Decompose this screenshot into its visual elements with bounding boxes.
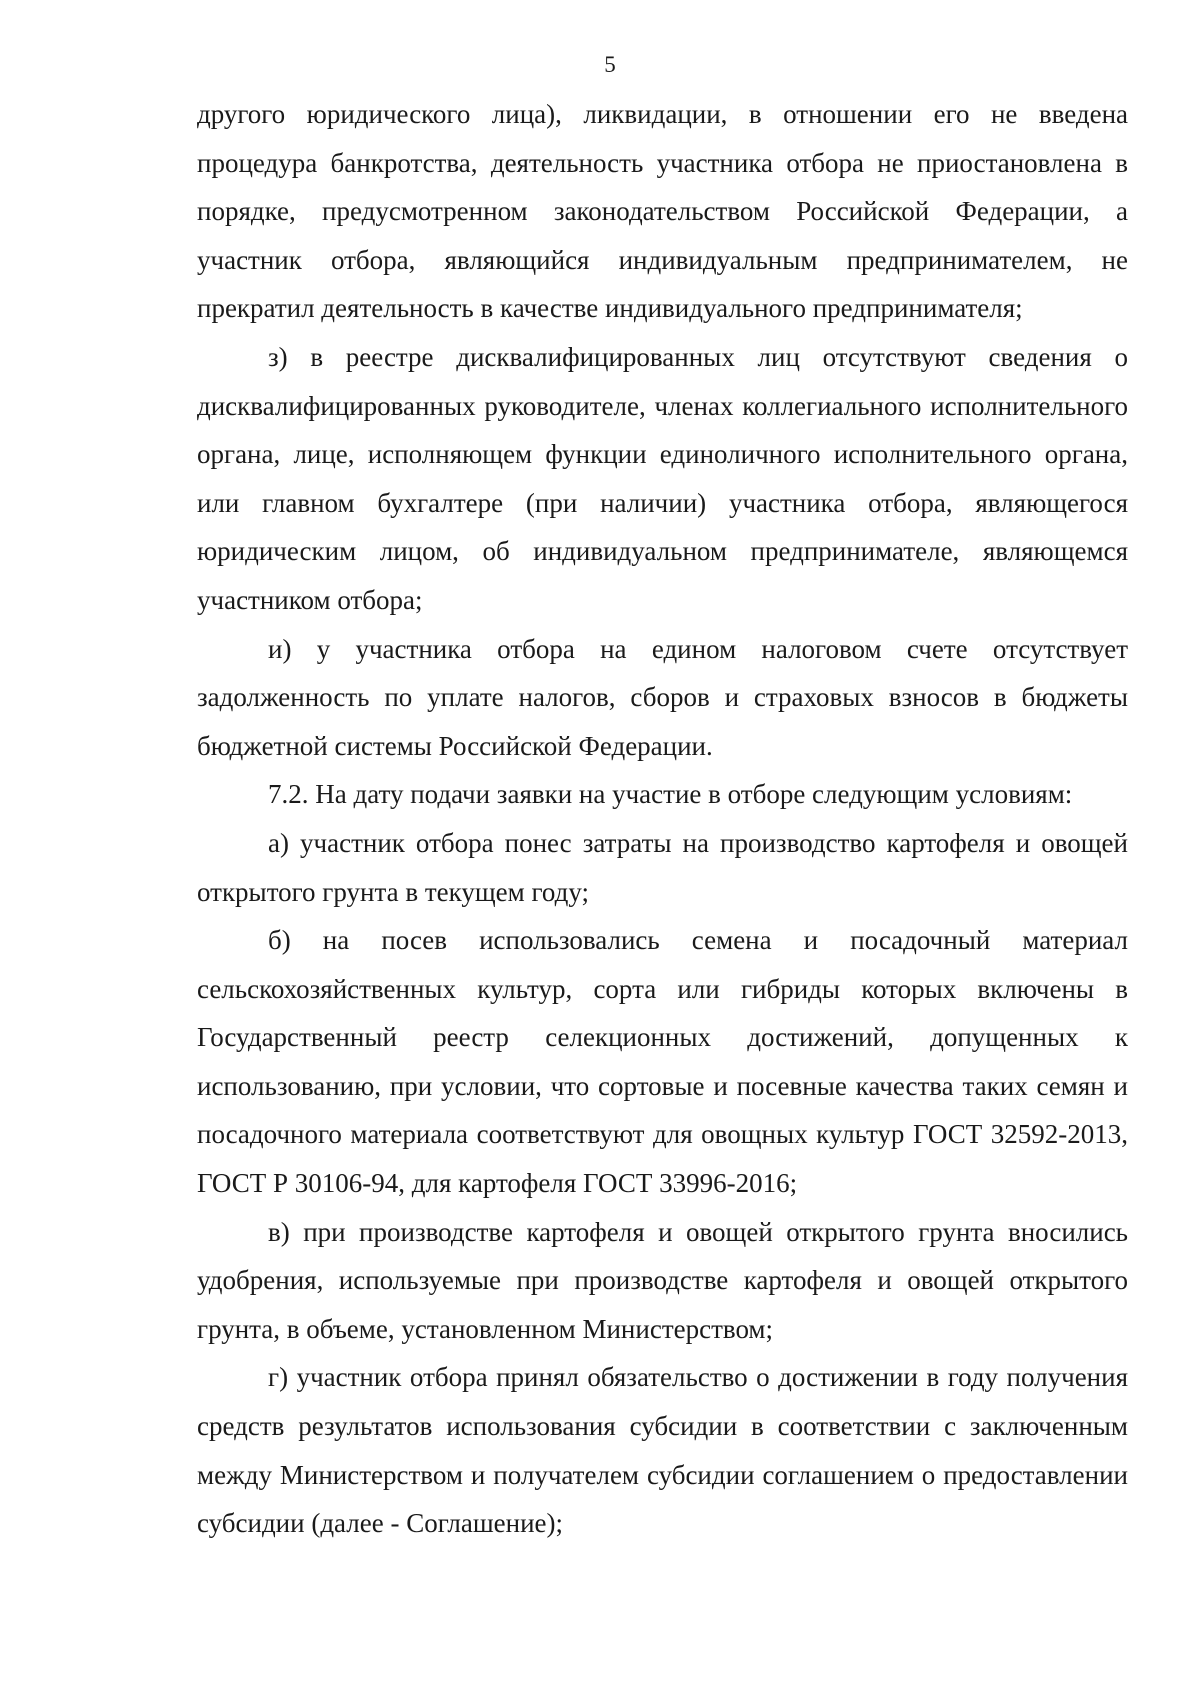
paragraph-item-v: в) при производстве картофеля и овощей открытого грунта вносились удобрения, используемые при производстве картофеля и овощей открытого грунта, в объеме, установленном Министерством; bbox=[197, 1216, 1128, 1344]
paragraph-continuation: другого юридического лица), ликвидации, в отношении его не введена процедура банкротства, деятельность участника отбора не приостановлена в порядке, предусмотренном законодательством Российской Федерации, а участник отбора, являющийся индивидуальным предпринимателем, не прекратил деятельность в качестве индивидуального предпринимателя; bbox=[197, 99, 1128, 324]
document-body bbox=[197, 90, 1128, 1548]
page-number: 5 bbox=[604, 52, 616, 77]
paragraph-item-i: и) у участника отбора на едином налоговом счете отсутствует задолженность по уплате налогов, сборов и страховых взносов в бюджеты бюджетной системы Российской Федерации. bbox=[197, 633, 1128, 761]
paragraph-item-b: б) на посев использовались семена и посадочный материал сельскохозяйственных культур, сорта или гибриды которых включены в Государственный реестр селекционных достижений, допущенных к использованию, при условии, что сортовые и посевные качества таких семян и посадочного материала соответствуют для овощных культур ГОСТ 32592-2013, ГОСТ Р 30106-94, для картофеля ГОСТ 33996-2016; bbox=[197, 925, 1128, 1199]
paragraph-item-z: з) в реестре дисквалифицированных лиц отсутствуют сведения о дисквалифицированных руководителе, членах коллегиального исполнительного органа, лице, исполняющем функции единоличного исполнительного органа, или главном бухгалтере (при наличии) участника отбора, являющегося юридическим лицом, об индивидуальном предпринимателе, являющемся участником отбора; bbox=[197, 341, 1128, 615]
paragraph-item-a: а) участник отбора понес затраты на производство картофеля и овощей открытого грунта в текущем году; bbox=[197, 827, 1128, 907]
paragraph-section-7-2: 7.2. На дату подачи заявки на участие в отборе следующим условиям: bbox=[268, 779, 1073, 810]
paragraph-item-g: г) участник отбора принял обязательство о достижении в году получения средств результатов использования субсидии в соответствии с заключенным между Министерством и получателем субсидии соглашением о предоставлении субсидии (далее - Соглашение); bbox=[197, 1362, 1128, 1539]
